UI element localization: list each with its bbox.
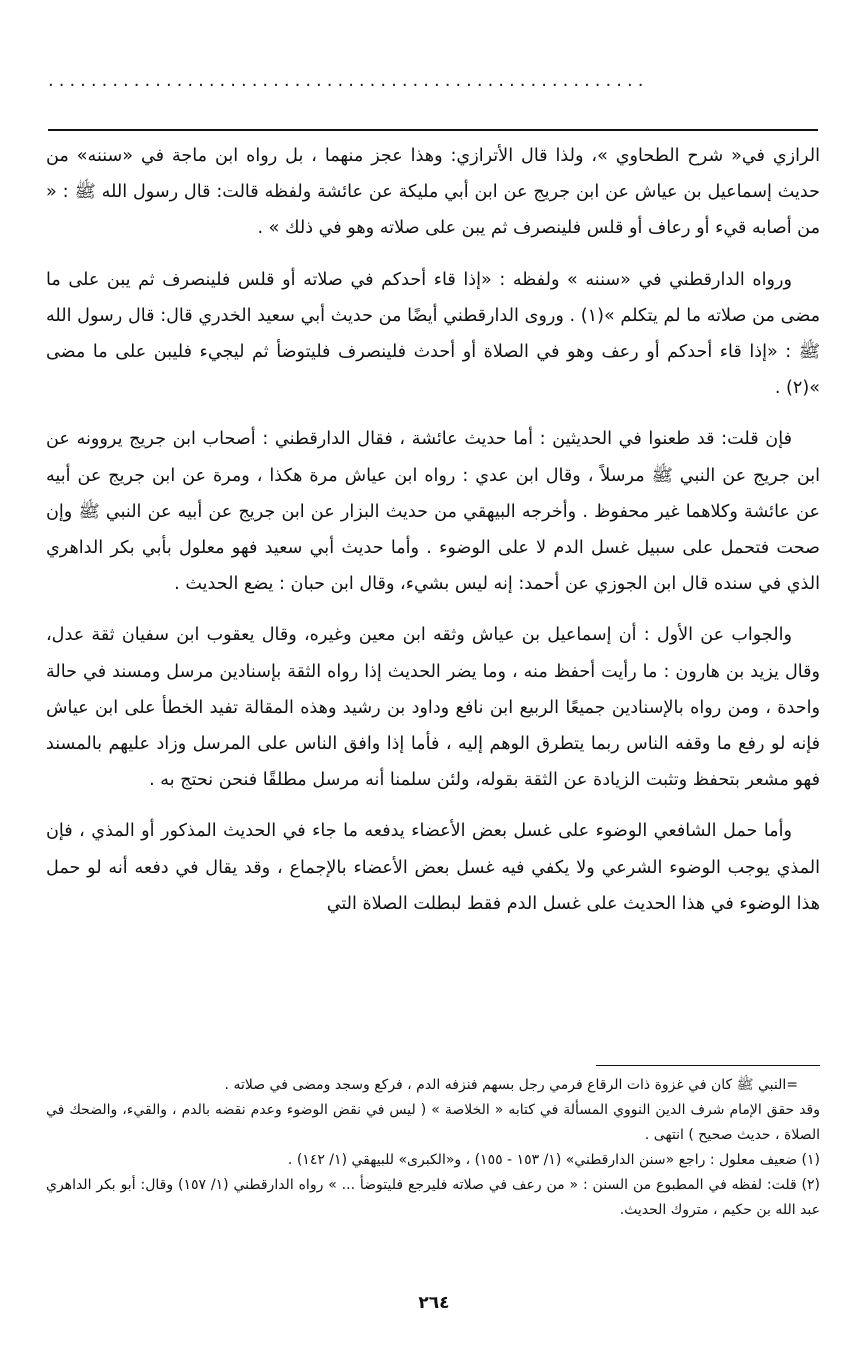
top-divider xyxy=(48,129,818,131)
paragraph-3: فإن قلت: قد طعنوا في الحديثين : أما حديث عائشة ، فقال الدارقطني : أصحاب ابن جريج يروونه عن ابن جريج عن النبي ﷺ مرسلاً ، وقال ابن عدي : رواه ابن عياش مرة هكذا ، ومرة عن ابن جريج عن أبيه عن عائشة وكلاهما غير محفوظ . وأخرجه البيهقي من حديث البزار عن ابن جريج عن أبيه عن النبي ﷺ وإن صحت فتحمل على سبيل غسل الدم لا على الوضوء . وأما حديث أبي سعيد فهو معلول بأبي بكر الداهري الذي في سنده قال ابن الجوزي عن أحمد: إنه ليس بشيء، وقال ابن حبان : يضع الحديث . xyxy=(46,429,820,595)
footnote-divider xyxy=(596,1065,820,1066)
paragraph-5: وأما حمل الشافعي الوضوء على غسل بعض الأعضاء يدفعه ما جاء في الحديث المذكور أو المذي ، فإن المذي يوجب الوضوء الشرعي ولا يكفي فيه غسل بعض الأعضاء بالإجماع ، وقد يقال في دفعه أنه لو حمل هذا الوضوء في هذا الحديث على غسل الدم فقط لبطلت الصلاة التي xyxy=(46,821,820,914)
footnote-note-a: وقد حقق الإمام شرف الدين النووي المسألة في كتابه « الخلاصة » ( ليس في نقض الوضوء وعدم نقضه بالدم ، والقيء، والضحك في الصلاة ، حديث صحيح ) انتهى . xyxy=(46,1102,820,1143)
header-dotted-line: ........................................................ xyxy=(48,74,649,88)
footnote-2: (٢) قلت: لفظه في المطبوع من السنن : « من رعف في صلاته فليرجع فليتوضأ ... » رواه الدارقطني (١/ ١٥٧) وقال: أبو بكر الداهري عبد الله بن حكيم ، متروك الحديث. xyxy=(46,1177,821,1218)
footnote-1: (١) ضعيف معلول : راجع «سنن الدارقطني» (١/ ١٥٣ - ١٥٥) ، و«الكبرى» للبيهقي (١/ ١٤٢) . xyxy=(287,1152,820,1168)
paragraph-1: الرازي في« شرح الطحاوي »، ولذا قال الأترازي: وهذا عجز منهما ، بل رواه ابن ماجة في «سننه» من حديث إسماعيل بن عياش عن ابن جريج عن ابن أبي مليكة عن عائشة ولفظه قالت: قال رسول الله ﷺ : « من أصابه قيء أو رعاف أو قلس فلينصرف ثم يبن على صلاته وهو في ذلك » . xyxy=(46,146,820,239)
page-number: ٢٦٤ xyxy=(418,1293,450,1313)
paragraph-2: ورواه الدارقطني في «سننه » ولفظه : «إذا قاء أحدكم في صلاته أو قلس فلينصرف ثم يبن على ما مضى من صلاته ما لم يتكلم »(١) . وروى الدارقطني أيضًا من حديث أبي سعيد الخدري قال: قال رسول الله ﷺ : «إذا قاء أحدكم أو رعف وهو في الصلاة أو أحدث فلينصرف فليتوضأ ثم ليجيء فليبن على ما مضى »(٢) . xyxy=(46,269,820,399)
main-text xyxy=(46,138,820,937)
footnotes xyxy=(46,1073,820,1223)
paragraph-4: والجواب عن الأول : أن إسماعيل بن عياش وثقه ابن معين وغيره، وقال يعقوب ابن سفيان ثقة عدل، وقال يزيد بن هارون : ما رأيت أحفظ منه ، وما يضر الحديث إذا رواه الثقة بإسنادين مرسل ومسند في حالة واحدة ، ومن رواه بالإسنادين جميعًا الربيع ابن نافع وداود بن رشيد وهذه المقالة تفيد الخطأ على ابن عياش فإنه لو رفع ما وقفه الناس ربما يتطرق الوهم إليه ، فأما إذا وافق الناس على المرسل وزاد عليهم بالمسند فهو مشعر بتحفظ وتثبت الزيادة عن الثقة بقوله، ولئن سلمنا أنه مرسل مطلقًا فنحن نحتج به . xyxy=(46,625,820,791)
footnote-continuation: =النبي ﷺ كان في غزوة ذات الرقاع فرمي رجل بسهم فنزفه الدم ، فركع وسجد ومضى في صلاته . xyxy=(224,1077,798,1093)
